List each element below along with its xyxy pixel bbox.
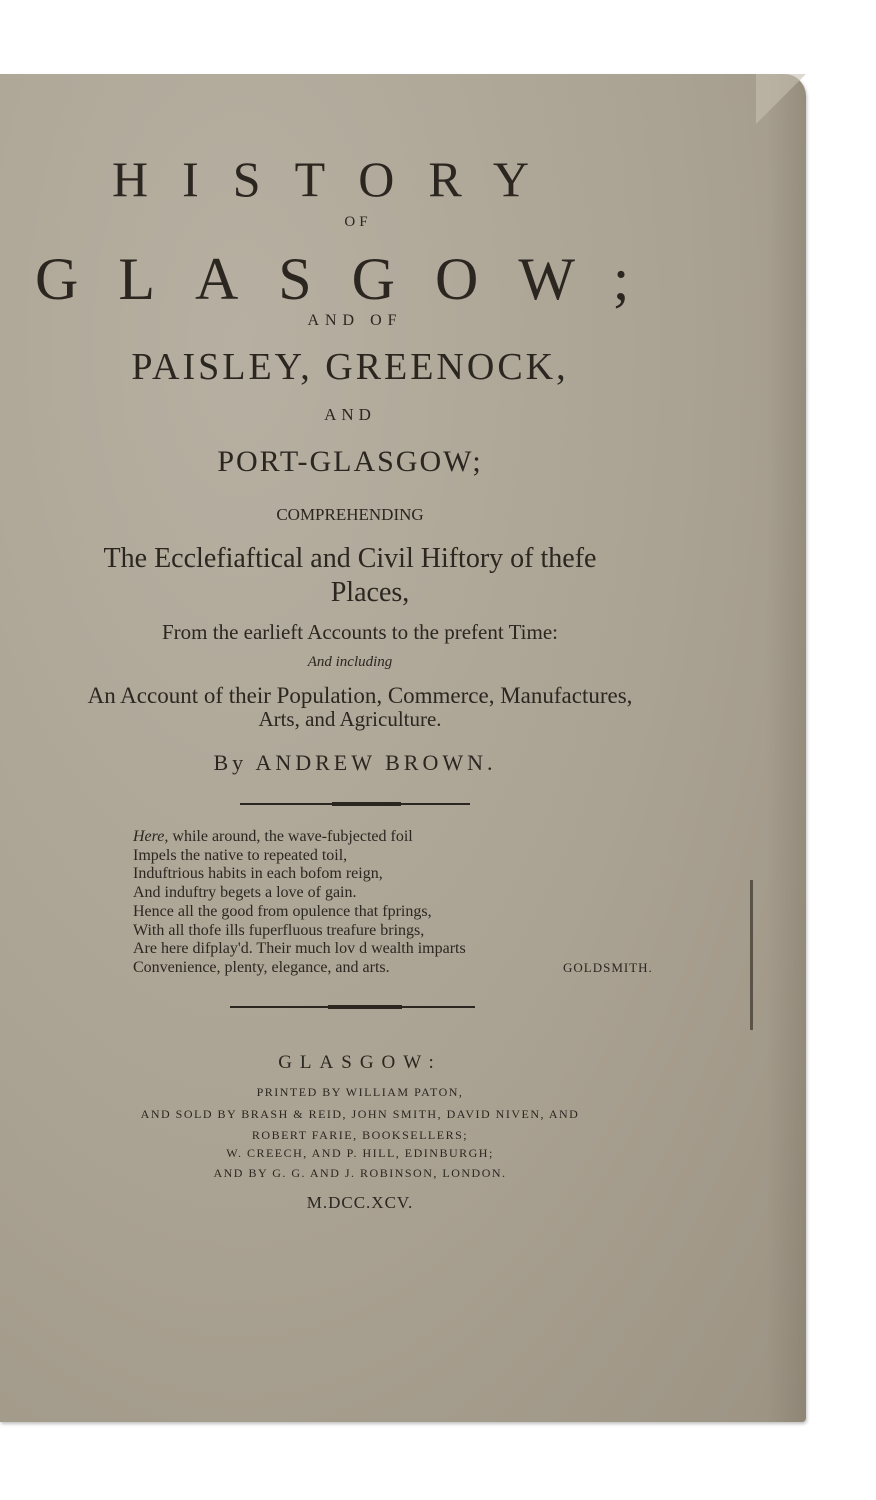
imprint-city: GLASGOW: <box>278 1052 442 1073</box>
subtitle-ecclesiastical: The Ecclefiaftical and Civil Hiftory of thefe <box>103 543 597 574</box>
imprint-sellers-2: ROBERT FARIE, BOOKSELLERS; <box>251 1128 469 1142</box>
epigraph-line: Convenience, plenty, elegance, and arts. <box>133 958 390 976</box>
folded-corner <box>756 74 806 124</box>
imprint-printer: PRINTED BY WILLIAM PATON, <box>256 1085 464 1099</box>
subtitle-account-line-1: An Account of their Population, Commerce, Manufactures, <box>87 683 633 708</box>
imprint-sellers-1: AND SOLD BY BRASH & REID, JOHN SMITH, DAVID NIVEN, AND <box>140 1107 580 1121</box>
subtitle-comprehending: COMPREHENDING <box>276 505 424 524</box>
subtitle-and-including: And including <box>307 654 393 670</box>
title-towns: PAISLEY, GREENOCK, <box>131 346 569 388</box>
epigraph-line: Are here difplay'd. Their much lov d wealth imparts <box>133 940 466 958</box>
subtitle-from-earliest: From the earlieft Accounts to the prefent Time: <box>161 620 558 644</box>
title-of: OF <box>344 214 372 230</box>
ornamental-rule-bottom <box>230 1006 475 1008</box>
imprint-date: M.DCC.XCV. <box>306 1193 414 1212</box>
title-and: AND <box>324 405 376 424</box>
title-and-of: AND OF <box>307 312 403 329</box>
ornamental-rule-top <box>240 803 470 805</box>
epigraph-line: Hence all the good from opulence that fprings, <box>133 902 432 920</box>
subtitle-places: Places, <box>330 577 410 608</box>
title-history: HISTORY <box>112 151 564 207</box>
imprint-sellers-3: W. CREECH, AND P. HILL, EDINBURGH; <box>226 1146 494 1160</box>
epigraph-attribution: GOLDSMITH. <box>563 960 653 975</box>
epigraph-line: Induftrious habits in each bofom reign, <box>133 865 383 883</box>
title-port-glasgow: PORT-GLASGOW; <box>217 445 483 478</box>
subtitle-account-line-2: Arts, and Agriculture. <box>258 707 442 731</box>
epigraph-line: Impels the native to repeated toil, <box>133 846 348 864</box>
epigraph-line: And induftry begets a love of gain. <box>133 884 357 902</box>
epigraph-first-word: Here, <box>133 828 169 845</box>
epigraph <box>133 828 466 978</box>
imprint-sellers-4: AND BY G. G. AND J. ROBINSON, LONDON. <box>213 1166 507 1180</box>
epigraph-line: Here, while around, the wave-fubjected foil <box>133 828 413 845</box>
title-glasgow: GLASGOW; <box>35 246 670 312</box>
epigraph-line: With all thofe ills fuperfluous treafure brings, <box>133 921 425 939</box>
paper-tear-mark <box>750 880 753 1030</box>
author-line: By ANDREW BROWN. <box>213 750 497 775</box>
